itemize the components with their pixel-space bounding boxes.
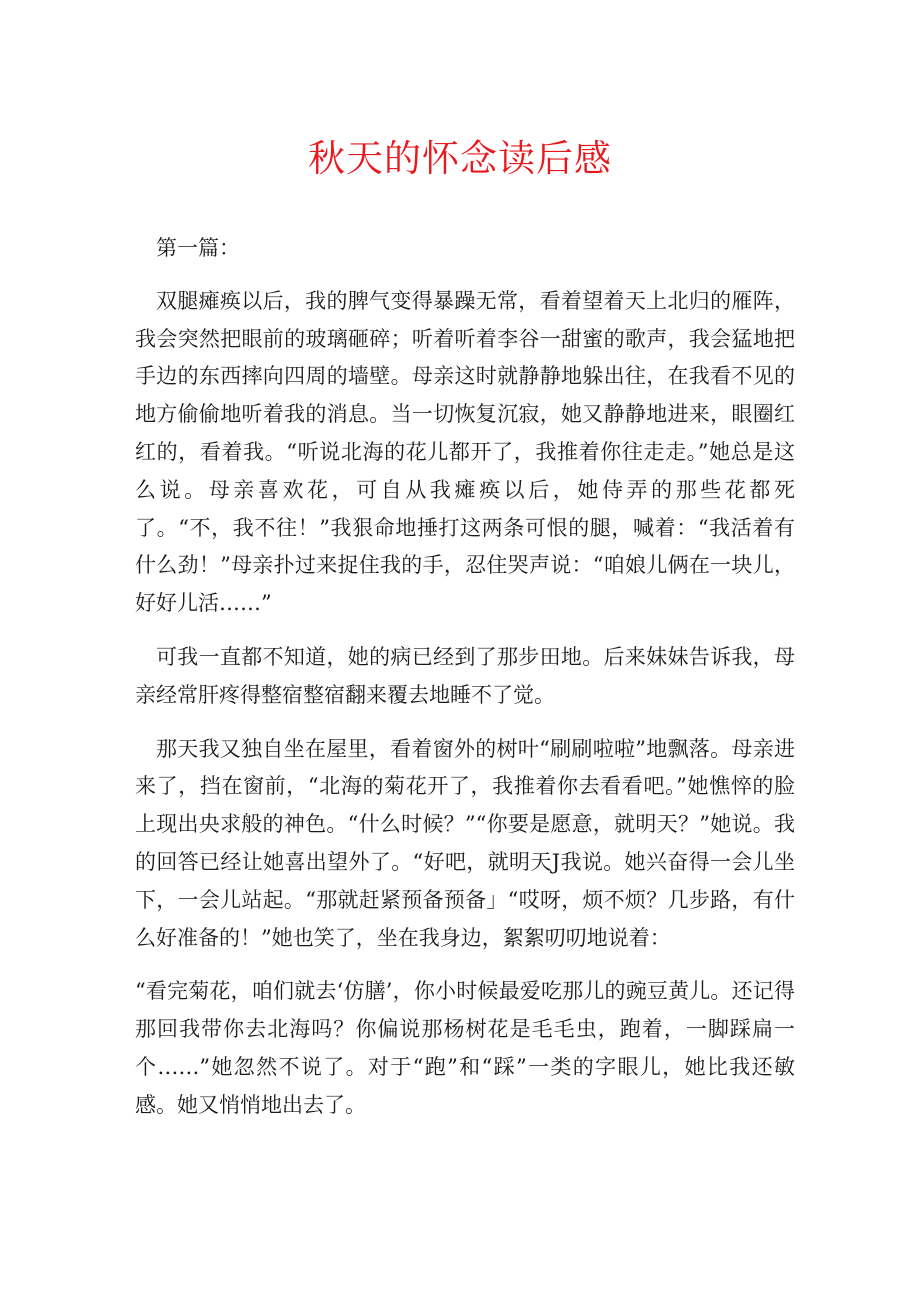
document-title: 秋天的怀念读后感 <box>308 137 612 180</box>
paragraph-1: 双腿瘫痪以后，我的脾气变得暴躁无常，看着望着天上北归的雁阵，我会突然把眼前的玻璃砸碎；听着听着李谷一甜蜜的歌声，我会猛地把手边的东西摔向四周的墙壁。母亲这时就静静地躲出往，在我看不见的地方偷偷地听着我的消息。当一切恢复沉寂，她又静静地进来，眼圈红红的，看着我。“听说北海的花儿都开了，我推着你往走走。”她总是这么说。母亲喜欢花，可自从我瘫痪以后，她侍弄的那些花都死了。“不，我不往！”我狠命地捶打这两条可恨的腿，喊着：“我活着有什么劲！”母亲扑过来捉住我的手，忍住哭声说：“咱娘儿俩在一块儿，好好儿活……” <box>135 288 795 616</box>
paragraph-3: 那天我又独自坐在屋里，看着窗外的树叶“刷刷啦啦”地飘落。母亲进来了，挡在窗前，“北海的菊花开了，我推着你去看看吧。”她憔悴的脸上现出央求般的神色。“什么时候？”“你要是愿意，就明天？”她说。我的回答已经让她喜出望外了。“好吧，就明天J我说。她兴奋得一会儿坐下，一会儿站起。“那就赶紧预备预备」“哎呀，烦不烦？几步路，有什么好准备的！”她也笑了，坐在我身边，絮絮叨叨地说着： <box>135 736 795 950</box>
paragraph-4: “看完菊花，咱们就去‘仿膳’，你小时候最爱吃那儿的豌豆黄儿。还记得那回我带你去北海吗？你偏说那杨树花是毛毛虫，跑着，一脚踩扁一个……”她忽然不说了。对于“跑”和“踩”一类的字眼儿，她比我还敏感。她又悄悄地出去了。 <box>135 979 795 1117</box>
paragraph-2: 可我一直都不知道，她的病已经到了那步田地。后来妹妹告诉我，母亲经常肝疼得整宿整宿翻来覆去地睡不了觉。 <box>135 644 795 707</box>
document-body <box>135 230 795 1141</box>
section-label: 第一篇： <box>156 236 240 260</box>
